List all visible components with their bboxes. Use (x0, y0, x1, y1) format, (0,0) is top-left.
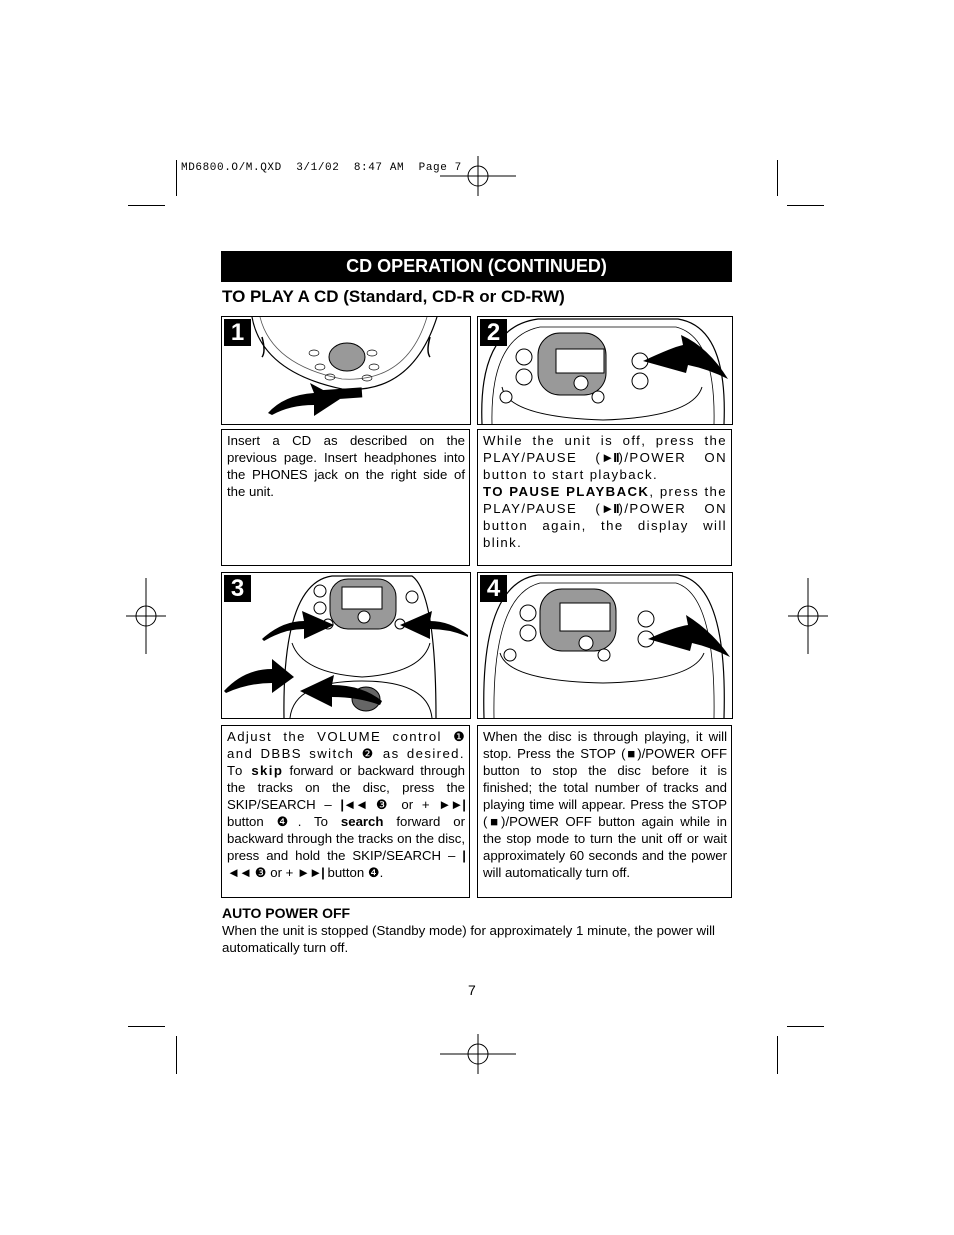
play-pause-icon: ►II (601, 501, 619, 516)
skip-forward-icon: ►►| (438, 797, 465, 812)
stop-icon: ■ (487, 814, 502, 829)
registration-mark-right (788, 578, 828, 654)
section-banner: CD OPERATION (CONTINUED) (221, 251, 732, 282)
step-2-text-box (477, 429, 732, 566)
step-number-2: 2 (480, 319, 507, 346)
step-4-text-box (477, 725, 732, 898)
search-label: search (340, 814, 384, 829)
callout-4: ❹ (276, 814, 298, 829)
page-number: 7 (468, 982, 476, 998)
step-1-instructions: Insert a CD as described on the previous page. Insert headphones into the PHONES jack on the right side of the unit. (227, 433, 465, 499)
skip-label: skip (251, 763, 284, 778)
callout-3: ❸ (375, 797, 393, 812)
callout-4: ❹ (367, 865, 380, 880)
registration-mark-bottom (440, 1034, 516, 1078)
cd-player-controls-illustration (222, 573, 470, 718)
callout-2: ❷ (361, 746, 376, 761)
step-number-4: 4 (480, 575, 507, 602)
step-4-instructions: When the disc is through playing, it will stop. Press the STOP (■)/POWER OFF button to stop the disc before it is finished; the total number of tracks and playing time will appear. Press the STOP (■)/POWER OFF button again while in the stop mode to turn the unit off or wait approximately 60 seconds and the power will automatically turn off. (483, 729, 728, 880)
step-3-illustration (221, 572, 471, 719)
callout-3: ❸ (254, 865, 267, 880)
stop-icon: ■ (625, 746, 638, 761)
play-pause-icon: ►II (601, 450, 619, 465)
step-1-illustration (221, 316, 471, 425)
section-subtitle: TO PLAY A CD (Standard, CD-R or CD-RW) (222, 287, 565, 306)
step-4-illustration (477, 572, 733, 719)
step-2-illustration (477, 316, 733, 425)
registration-mark-top (440, 150, 516, 196)
step-3-instructions: Adjust the VOLUME control ❶ and DBBS switch ❷ as desired. To skip forward or backward through the tracks on the disc, press the SKIP/SEARCH – |◄◄ ❸ or + ►►| button ❹. To search forward or backward through the tracks on the disc, press and hold the SKIP/SEARCH – |◄◄ ❸ or + ►►| button ❹. (227, 729, 465, 880)
step-3-text-box (221, 725, 470, 898)
step-1-text-box (221, 429, 470, 566)
cd-player-front-panel-illustration (478, 317, 732, 424)
step-2-instructions: While the unit is off, press the PLAY/PAUSE (►II)/POWER ON button to start playback. (483, 433, 727, 482)
skip-forward-icon: ►►| (297, 865, 324, 880)
step-number-3: 3 (224, 575, 251, 602)
pause-playback-label: TO PAUSE PLAYBACK (483, 484, 650, 499)
registration-mark-left (126, 578, 166, 654)
skip-back-icon: |◄◄ (227, 848, 465, 880)
auto-power-off-heading: AUTO POWER OFF (222, 905, 351, 921)
step-number-1: 1 (224, 319, 251, 346)
callout-1: ❶ (453, 729, 465, 744)
cd-player-lid-illustration (222, 317, 470, 424)
auto-power-off-text: When the unit is stopped (Standby mode) for approximately 1 minute, the power will automatically turn off. (222, 923, 715, 955)
cd-player-stop-button-illustration (478, 573, 732, 718)
print-slug: MD6800.O/M.QXD 3/1/02 8:47 AM Page 7 (181, 162, 462, 174)
skip-back-icon: |◄◄ (340, 797, 368, 812)
step-2-pause-instructions: TO PAUSE PLAYBACK, press the PLAY/PAUSE (►II)/POWER ON button again, the display will blink. (483, 484, 727, 550)
